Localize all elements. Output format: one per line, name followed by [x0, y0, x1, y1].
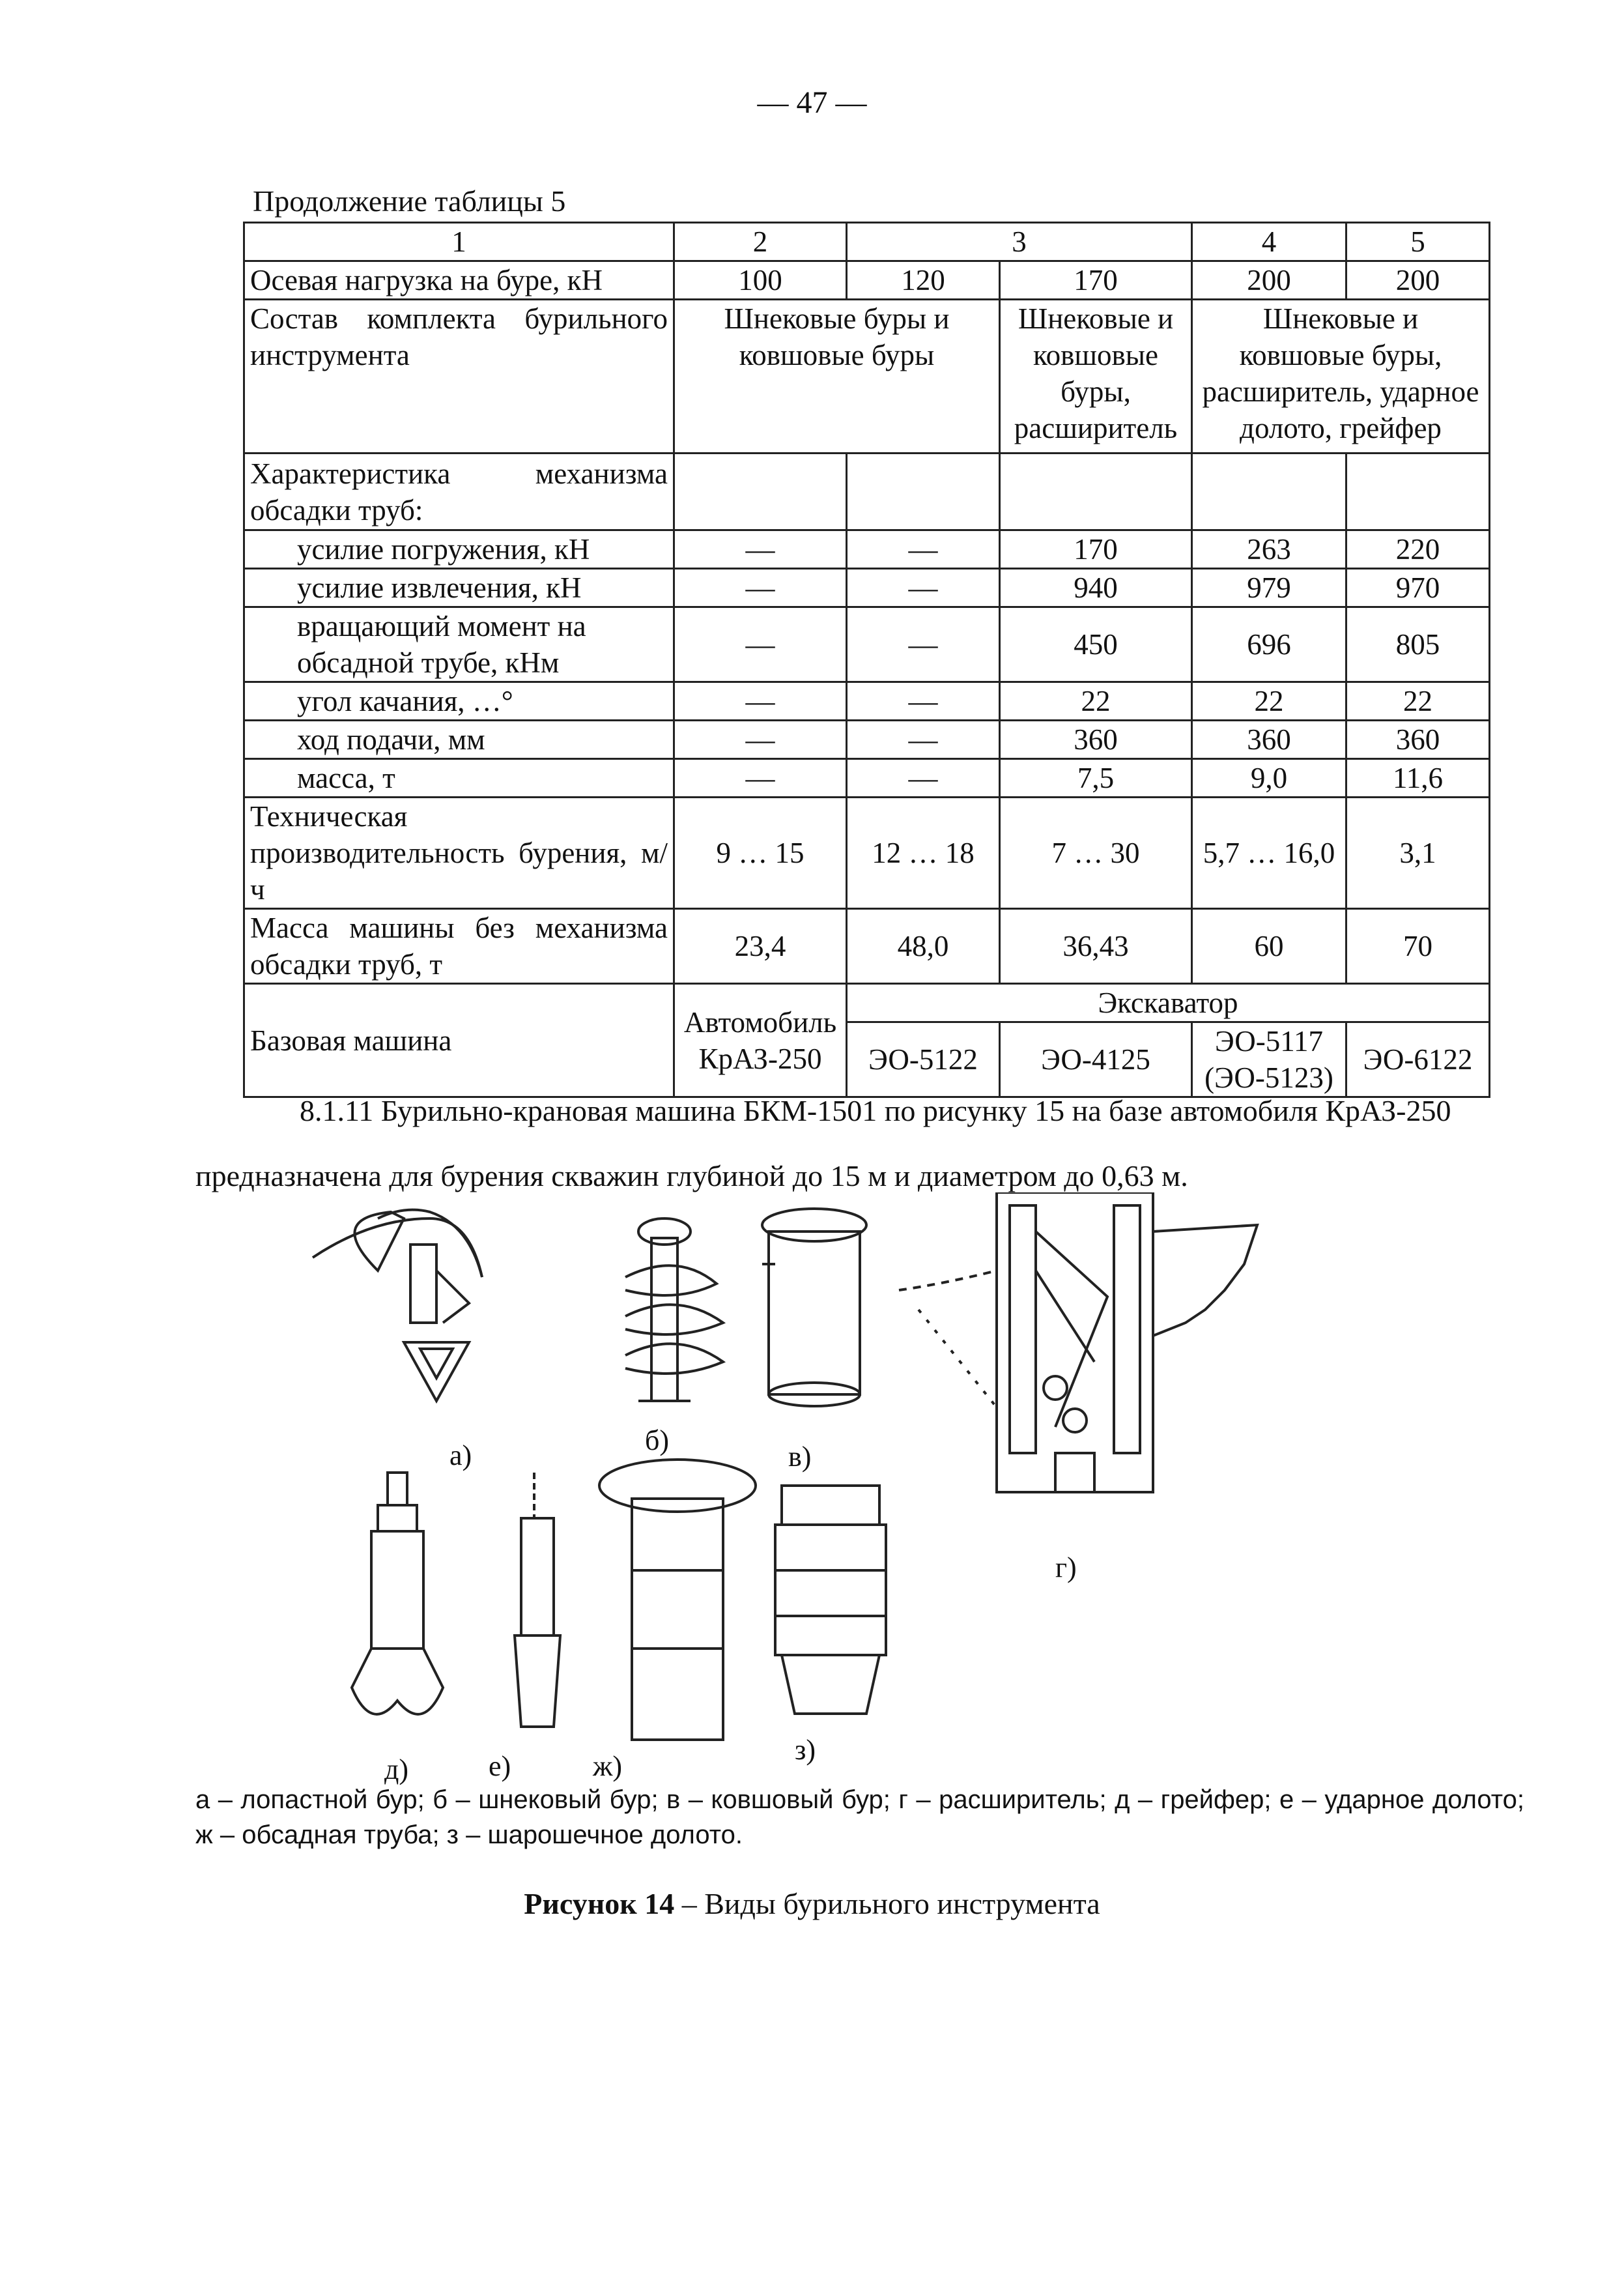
table-row	[244, 759, 1490, 798]
figure-label-v: в)	[788, 1441, 812, 1473]
table-row	[244, 984, 1490, 1022]
table-cell: 170	[1000, 530, 1192, 569]
page-number: — 47 —	[757, 85, 867, 120]
table-row	[244, 798, 1490, 909]
drilling-tools-illustration	[274, 1192, 1348, 1779]
figure-label-e: е)	[489, 1750, 511, 1782]
screw-auger-drawing	[625, 1218, 723, 1401]
table-cell: 170	[1000, 261, 1192, 300]
table-cell: 48,0	[847, 909, 1000, 984]
col-header: 5	[1346, 223, 1490, 261]
table-cell: 200	[1346, 261, 1490, 300]
table-row	[244, 909, 1490, 984]
table-cell: 120	[847, 261, 1000, 300]
row-label: масса, т	[244, 759, 674, 798]
table-cell: 9,0	[1192, 759, 1346, 798]
table-cell: Шнековые и ковшовые буры, расширитель	[1000, 300, 1192, 454]
table-cell: 100	[674, 261, 847, 300]
table-cell: 360	[1192, 721, 1346, 759]
table-cell: 805	[1346, 607, 1490, 682]
bucket-auger-drawing	[762, 1209, 866, 1406]
figure-caption	[0, 1886, 1624, 1921]
table-cell: 36,43	[1000, 909, 1192, 984]
dash-cell	[674, 569, 847, 607]
row-label: Масса машины без механизма обсадки труб, т	[244, 909, 674, 984]
row-label: Характеристика механизма обсадки труб:	[244, 454, 674, 530]
table-cell: Шнековые и ковшовые буры, расширитель, ударное долото, грейфер	[1192, 300, 1490, 454]
dash-cell	[847, 682, 1000, 721]
table-cell: 9 … 15	[674, 798, 847, 909]
table-cell: 12 … 18	[847, 798, 1000, 909]
dash-cell	[674, 607, 847, 682]
table-row	[244, 607, 1490, 682]
table-row	[244, 682, 1490, 721]
table-row	[244, 300, 1490, 454]
row-label: Состав комплекта бурильного инструмента	[244, 300, 674, 454]
table-cell: Шнековые буры и ковшовые буры	[674, 300, 1000, 454]
figure-14	[274, 1192, 1348, 1785]
row-label: угол качания, …°	[244, 682, 674, 721]
row-label: Базовая машина	[244, 984, 674, 1097]
col-header: 4	[1192, 223, 1346, 261]
table-cell: 696	[1192, 607, 1346, 682]
table-row	[244, 454, 1490, 530]
table-cell: 970	[1346, 569, 1490, 607]
dash-cell	[847, 721, 1000, 759]
row-label: вращающий момент на обсадной трубе, кНм	[244, 607, 674, 682]
table-cell: 60	[1192, 909, 1346, 984]
table-row	[244, 261, 1490, 300]
table-cell: 360	[1346, 721, 1490, 759]
table-cell: Экскаватор	[847, 984, 1490, 1022]
table-cell: Автомобиль КрАЗ-250	[674, 984, 847, 1097]
impact-bit-drawing	[515, 1473, 560, 1727]
spec-table	[243, 222, 1490, 1098]
roller-cone-bit-drawing	[775, 1486, 886, 1714]
table-cell: 5,7 … 16,0	[1192, 798, 1346, 909]
row-label: ход подачи, мм	[244, 721, 674, 759]
table-cell: ЭО-5122	[847, 1022, 1000, 1097]
table-row	[244, 530, 1490, 569]
table-cell: 220	[1346, 530, 1490, 569]
row-label: Осевая нагрузка на буре, кН	[244, 261, 674, 300]
table-cell: 11,6	[1346, 759, 1490, 798]
table-cell: 940	[1000, 569, 1192, 607]
table-caption: Продолжение таблицы 5	[253, 184, 566, 218]
dash-cell	[847, 759, 1000, 798]
figure-label-b: б)	[645, 1424, 670, 1456]
table-cell: 263	[1192, 530, 1346, 569]
table-cell: 22	[1346, 682, 1490, 721]
table-cell: 360	[1000, 721, 1192, 759]
table-cell: 23,4	[674, 909, 847, 984]
table-cell: 979	[1192, 569, 1346, 607]
table-cell: 7 … 30	[1000, 798, 1192, 909]
figure-label-g: г)	[1055, 1551, 1077, 1583]
dash-cell	[847, 530, 1000, 569]
grab-drawing	[352, 1473, 443, 1714]
dash-cell	[674, 759, 847, 798]
table-row	[244, 569, 1490, 607]
table-cell: ЭО-4125	[1000, 1022, 1192, 1097]
row-label: усилие извлечения, кН	[244, 569, 674, 607]
table-cell: ЭО-6122	[1346, 1022, 1490, 1097]
table-cell: 22	[1192, 682, 1346, 721]
blade-auger-drawing	[313, 1210, 482, 1401]
table-cell: 22	[1000, 682, 1192, 721]
dash-cell	[674, 530, 847, 569]
figure-label-d: д)	[384, 1753, 409, 1785]
col-header: 3	[847, 223, 1192, 261]
figure-caption-text: – Виды бурильного инструмента	[674, 1887, 1100, 1920]
reamer-drawing	[899, 1192, 1257, 1492]
dash-cell	[847, 569, 1000, 607]
figure-label-zh: ж)	[593, 1750, 623, 1782]
table-cell: ЭО-5117 (ЭО-5123)	[1192, 1022, 1346, 1097]
figure-label-z: з)	[795, 1734, 816, 1766]
table-cell: 7,5	[1000, 759, 1192, 798]
dash-cell	[847, 607, 1000, 682]
row-label: Техническая производительность бурения, м/ч	[244, 798, 674, 909]
figure-caption-label: Рисунок 14	[524, 1887, 675, 1920]
figure-label-a: а)	[449, 1439, 472, 1471]
table-row	[244, 721, 1490, 759]
row-label: усилие погружения, кН	[244, 530, 674, 569]
dash-cell	[674, 721, 847, 759]
col-header: 1	[244, 223, 674, 261]
casing-pipe-drawing	[599, 1460, 756, 1740]
table-cell: 3,1	[1346, 798, 1490, 909]
figure-legend: а – лопастной бур; б – шнековый бур; в – ковшовый бур; г – расширитель; д – грейфер; е – ударное долото; ж – обсадная труба; з – шарошечное долото.	[195, 1785, 1524, 1849]
col-header: 2	[674, 223, 847, 261]
table-cell: 450	[1000, 607, 1192, 682]
table-cell: 70	[1346, 909, 1490, 984]
dash-cell	[674, 682, 847, 721]
table-cell: 200	[1192, 261, 1346, 300]
body-paragraph: 8.1.11 Бурильно-крановая машина БКМ-1501 по рисунку 15 на базе автомобиля КрАЗ-250 предназначена для бурения скважин глубиной до 15 м и диаметром до 0,63 м.	[195, 1094, 1451, 1192]
table-header-row	[244, 223, 1490, 261]
